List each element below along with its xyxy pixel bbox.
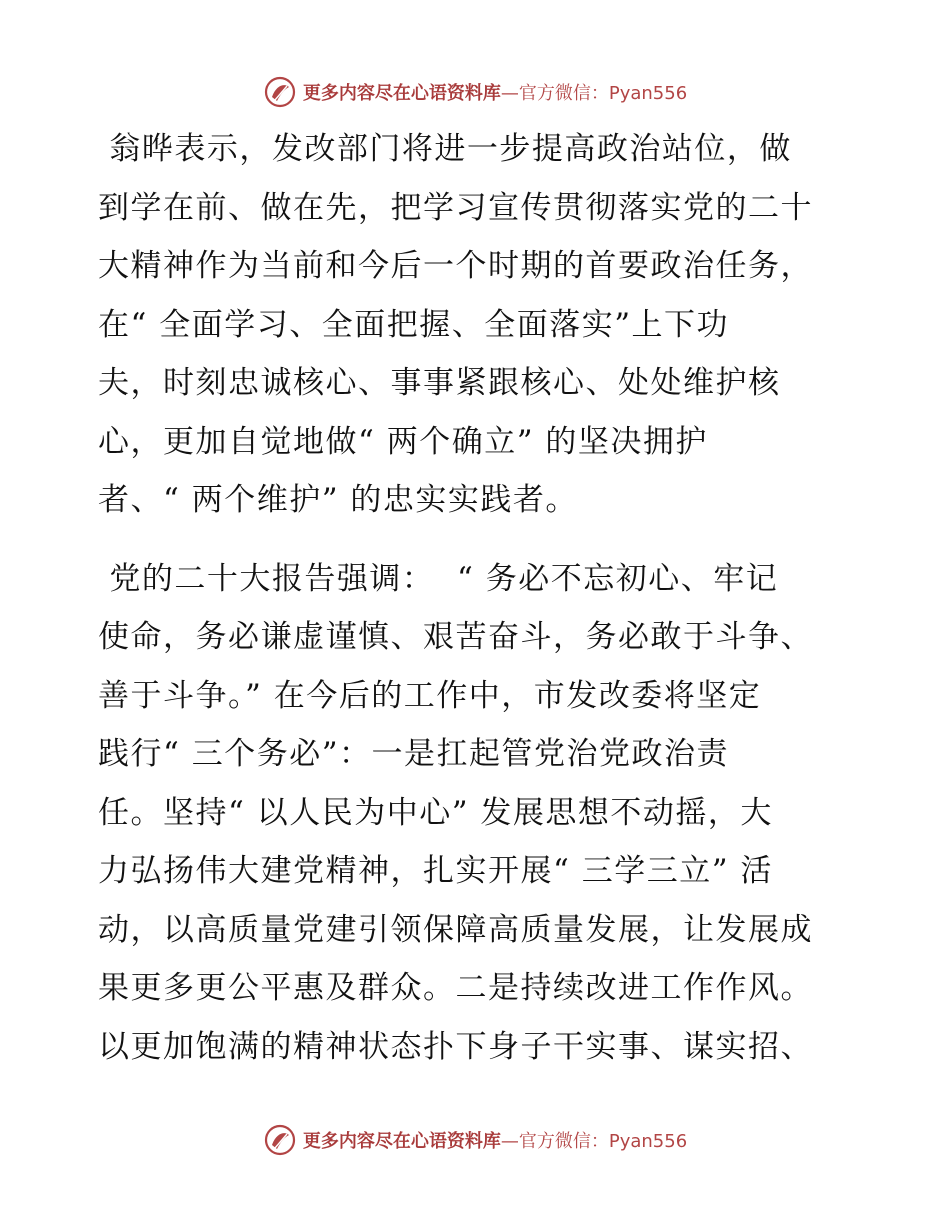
header-wechat-label: 官方微信： (518, 83, 609, 104)
footer-banner (0, 1120, 950, 1160)
header-account: Pyan556 (608, 83, 688, 104)
text-line: 翁晔表示，发改部门将进一步提高政治站位，做 (98, 131, 792, 167)
footer-wechat-label: 官方微信： (518, 1131, 609, 1152)
text-line: 动，以高质量党建引领保障高质量发展，让发展成 (98, 911, 813, 948)
footer-account: Pyan556 (608, 1131, 688, 1152)
header-banner (0, 72, 950, 112)
text-line: 心，更加自觉地做“ 两个确立” 的坚决拥护 (98, 423, 708, 460)
text-line: 任。坚持“ 以人民为中心” 发展思想不动摇，大 (98, 794, 773, 831)
text-line: 到学在前、做在先，把学习宣传贯彻落实党的二十 (98, 189, 813, 226)
text-line: 使命，务必谦虚谨慎、艰苦奋斗，务必敢于斗争、 (98, 619, 813, 655)
text-line: 善于斗争。” 在今后的工作中，市发改委将坚定 (98, 677, 762, 714)
text-line: 以更加饱满的精神状态扑下身子干实事、谋实招、 (98, 1028, 813, 1065)
text-line: 党的二十大报告强调： “ 务必不忘初心、牢记 (98, 560, 779, 597)
header-brand: 更多内容尽在心语资料库 (302, 83, 501, 104)
text-line: 力弘扬伟大建党精神，扎实开展“ 三学三立” 活 (98, 853, 773, 889)
paragraph-2 (98, 550, 858, 1077)
text-line: 大精神作为当前和今后一个时期的首要政治任务， (98, 248, 813, 284)
text-line: 夫，时刻忠诚核心、事事紧跟核心、处处维护核 (98, 365, 781, 401)
header-banner-text (303, 79, 687, 105)
footer-banner-text (303, 1127, 687, 1153)
header-separator: — (500, 83, 519, 104)
document-body (98, 120, 858, 1076)
footer-separator: — (500, 1131, 519, 1152)
footer-brand: 更多内容尽在心语资料库 (302, 1131, 501, 1152)
text-line: 在“ 全面学习、全面把握、全面落实”上下功 (98, 306, 730, 343)
brand-logo-icon (263, 1123, 297, 1157)
text-line: 者、“ 两个维护” 的忠实实践者。 (98, 482, 578, 518)
paragraph-gap (98, 530, 858, 550)
brand-logo-icon (263, 75, 297, 109)
text-line: 果更多更公平惠及群众。二是持续改进工作作风。 (98, 970, 813, 1006)
text-line: 践行“ 三个务必”：一是扛起管党治党政治责 (98, 736, 730, 772)
paragraph-1 (98, 120, 858, 530)
